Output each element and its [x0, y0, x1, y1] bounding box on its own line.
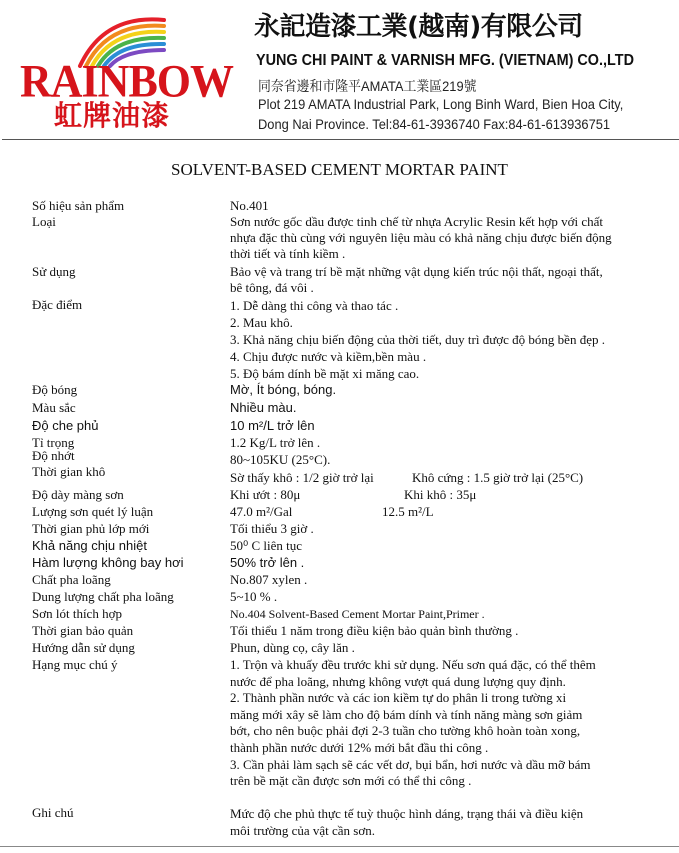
spec-label: Sử dụng	[32, 264, 76, 279]
spec-label: Sơn lót thích hợp	[32, 606, 122, 621]
spec-label: Chất pha loãng	[32, 572, 111, 587]
spec-label: Tỉ trọng	[32, 435, 75, 450]
spec-value: 80~105KU (25°C).	[230, 452, 331, 467]
spec-value-secondary: 12.5 m²/L	[382, 504, 434, 519]
spec-value: Khi ướt : 80μ	[230, 487, 301, 502]
spec-label: Hàm lượng không bay hơi	[32, 555, 184, 570]
footer-divider	[0, 846, 679, 847]
address-english: Plot 219 AMATA Industrial Park, Long Binh Ward, Bien Hoa City,	[258, 96, 624, 112]
brand-wordmark: RAINBOW	[20, 55, 234, 108]
spec-value: Mức độ che phủ thực tế tuỳ thuộc hình dáng, trạng thái và điều kiện môi trường của vật cần sơn.	[230, 806, 584, 838]
spec-value-secondary: Khô cứng : 1.5 giờ trở lại (25°C)	[412, 470, 584, 485]
spec-label: Thời gian khô	[32, 464, 106, 479]
document-title: SOLVENT-BASED CEMENT MORTAR PAINT	[171, 160, 508, 179]
spec-label: Lượng sơn quét lý luận	[32, 504, 154, 519]
spec-value: No.401	[230, 198, 269, 213]
spec-label: Hạng mục chú ý	[32, 657, 118, 672]
spec-label: Dung lượng chất pha loãng	[32, 589, 174, 604]
spec-value: 50% trở lên .	[230, 555, 305, 570]
spec-label: Đặc điểm	[32, 297, 83, 312]
rainbow-logo	[14, 8, 244, 136]
header-divider	[2, 139, 679, 140]
spec-value: Sơn nước gốc dầu được tinh chế từ nhựa Acrylic Resin kết hợp với chất nhựa đặc thù cùng với nguyên liệu màu có khả năng chịu được biến động thời tiết và tính kiềm .	[230, 214, 612, 261]
spec-value: 50⁰ C liên tục	[230, 538, 303, 553]
spec-value: 47.0 m²/Gal	[230, 504, 293, 519]
address-contact: Dong Nai Province. Tel:84-61-3936740 Fax:84-61-613936751	[258, 116, 611, 132]
spec-label: Hướng dẫn sử dụng	[32, 640, 135, 655]
spec-value: 1.2 Kg/L trở lên .	[230, 435, 321, 450]
address-chinese: 同奈省邊和市隆平AMATA工業區219號	[258, 78, 477, 94]
spec-value: Tối thiểu 1 năm trong điều kiện bảo quản bình thường .	[230, 623, 519, 638]
company-name-chinese: 永記造漆工業(越南)有限公司	[254, 12, 583, 42]
spec-value: Tối thiểu 3 giờ .	[230, 521, 314, 536]
spec-label: Thời gian bảo quản	[32, 623, 134, 638]
spec-label: Số hiệu sản phẩm	[32, 198, 125, 213]
spec-label: Độ bóng	[32, 382, 78, 397]
spec-label: Ghi chú	[32, 805, 74, 820]
spec-label: Độ nhớt	[32, 448, 75, 463]
spec-value: 1. Trộn và khuấy đều trước khi sử dụng. Nếu sơn quá đặc, có thể thêm nước để pha loãng, nhưng không vượt quá dung lượng quy định. 2. Thành phần nước và các ion kiềm tự do phân li trong tường xi măng mới xây sẽ làm cho độ bám dính và tính năng màng sơn giảm bớt, cho nên buộc phải đợi 2-3 tuần cho tường khô hoàn toàn xong, thành phần nước dưới 12% mới bắt đầu thi công . 3. Cần phải làm sạch sẽ các vết dơ, bụi bẩn, hơi nước và dầu mỡ bám trên bề mặt cần được sơn mới có thể thi công .	[230, 657, 596, 789]
spec-value: 1. Dễ dàng thi công và thao tác . 2. Mau khô. 3. Khả năng chịu biến động của thời tiết, duy trì được độ bóng bền đẹp . 4. Chịu được nước và kiềm,bền màu . 5. Độ bám dính bề mặt xi măng cao.	[230, 298, 605, 381]
spec-value: Mờ, Ít bóng, bóng.	[230, 382, 337, 397]
spec-label: Độ dày màng sơn	[32, 487, 124, 502]
spec-value: 10 m²/L trở lên	[230, 418, 315, 433]
spec-label: Loại	[32, 214, 56, 229]
spec-value: Nhiều màu.	[230, 400, 297, 415]
spec-value: 5~10 % .	[230, 589, 278, 604]
spec-value: No.807 xylen .	[230, 572, 308, 587]
spec-label: Màu sắc	[32, 400, 76, 415]
spec-label: Khả năng chịu nhiệt	[32, 538, 147, 553]
spec-value: Sờ thấy khô : 1/2 giờ trở lại	[230, 470, 374, 485]
spec-value: No.404 Solvent-Based Cement Mortar Paint,Primer .	[230, 607, 485, 621]
spec-label: Thời gian phủ lớp mới	[32, 521, 150, 536]
spec-value: Phun, dùng cọ, cây lăn .	[230, 640, 355, 655]
spec-value-secondary: Khi khô : 35μ	[404, 487, 477, 502]
brand-chinese: 虹牌油漆	[54, 99, 171, 132]
spec-value: Bảo vệ và trang trí bề mặt những vật dụng kiến trúc nội thất, ngoại thất, bê tông, đá vôi .	[230, 264, 603, 295]
spec-label: Độ che phủ	[32, 418, 99, 433]
company-name-english: YUNG CHI PAINT & VARNISH MFG. (VIETNAM) CO.,LTD	[256, 52, 634, 69]
